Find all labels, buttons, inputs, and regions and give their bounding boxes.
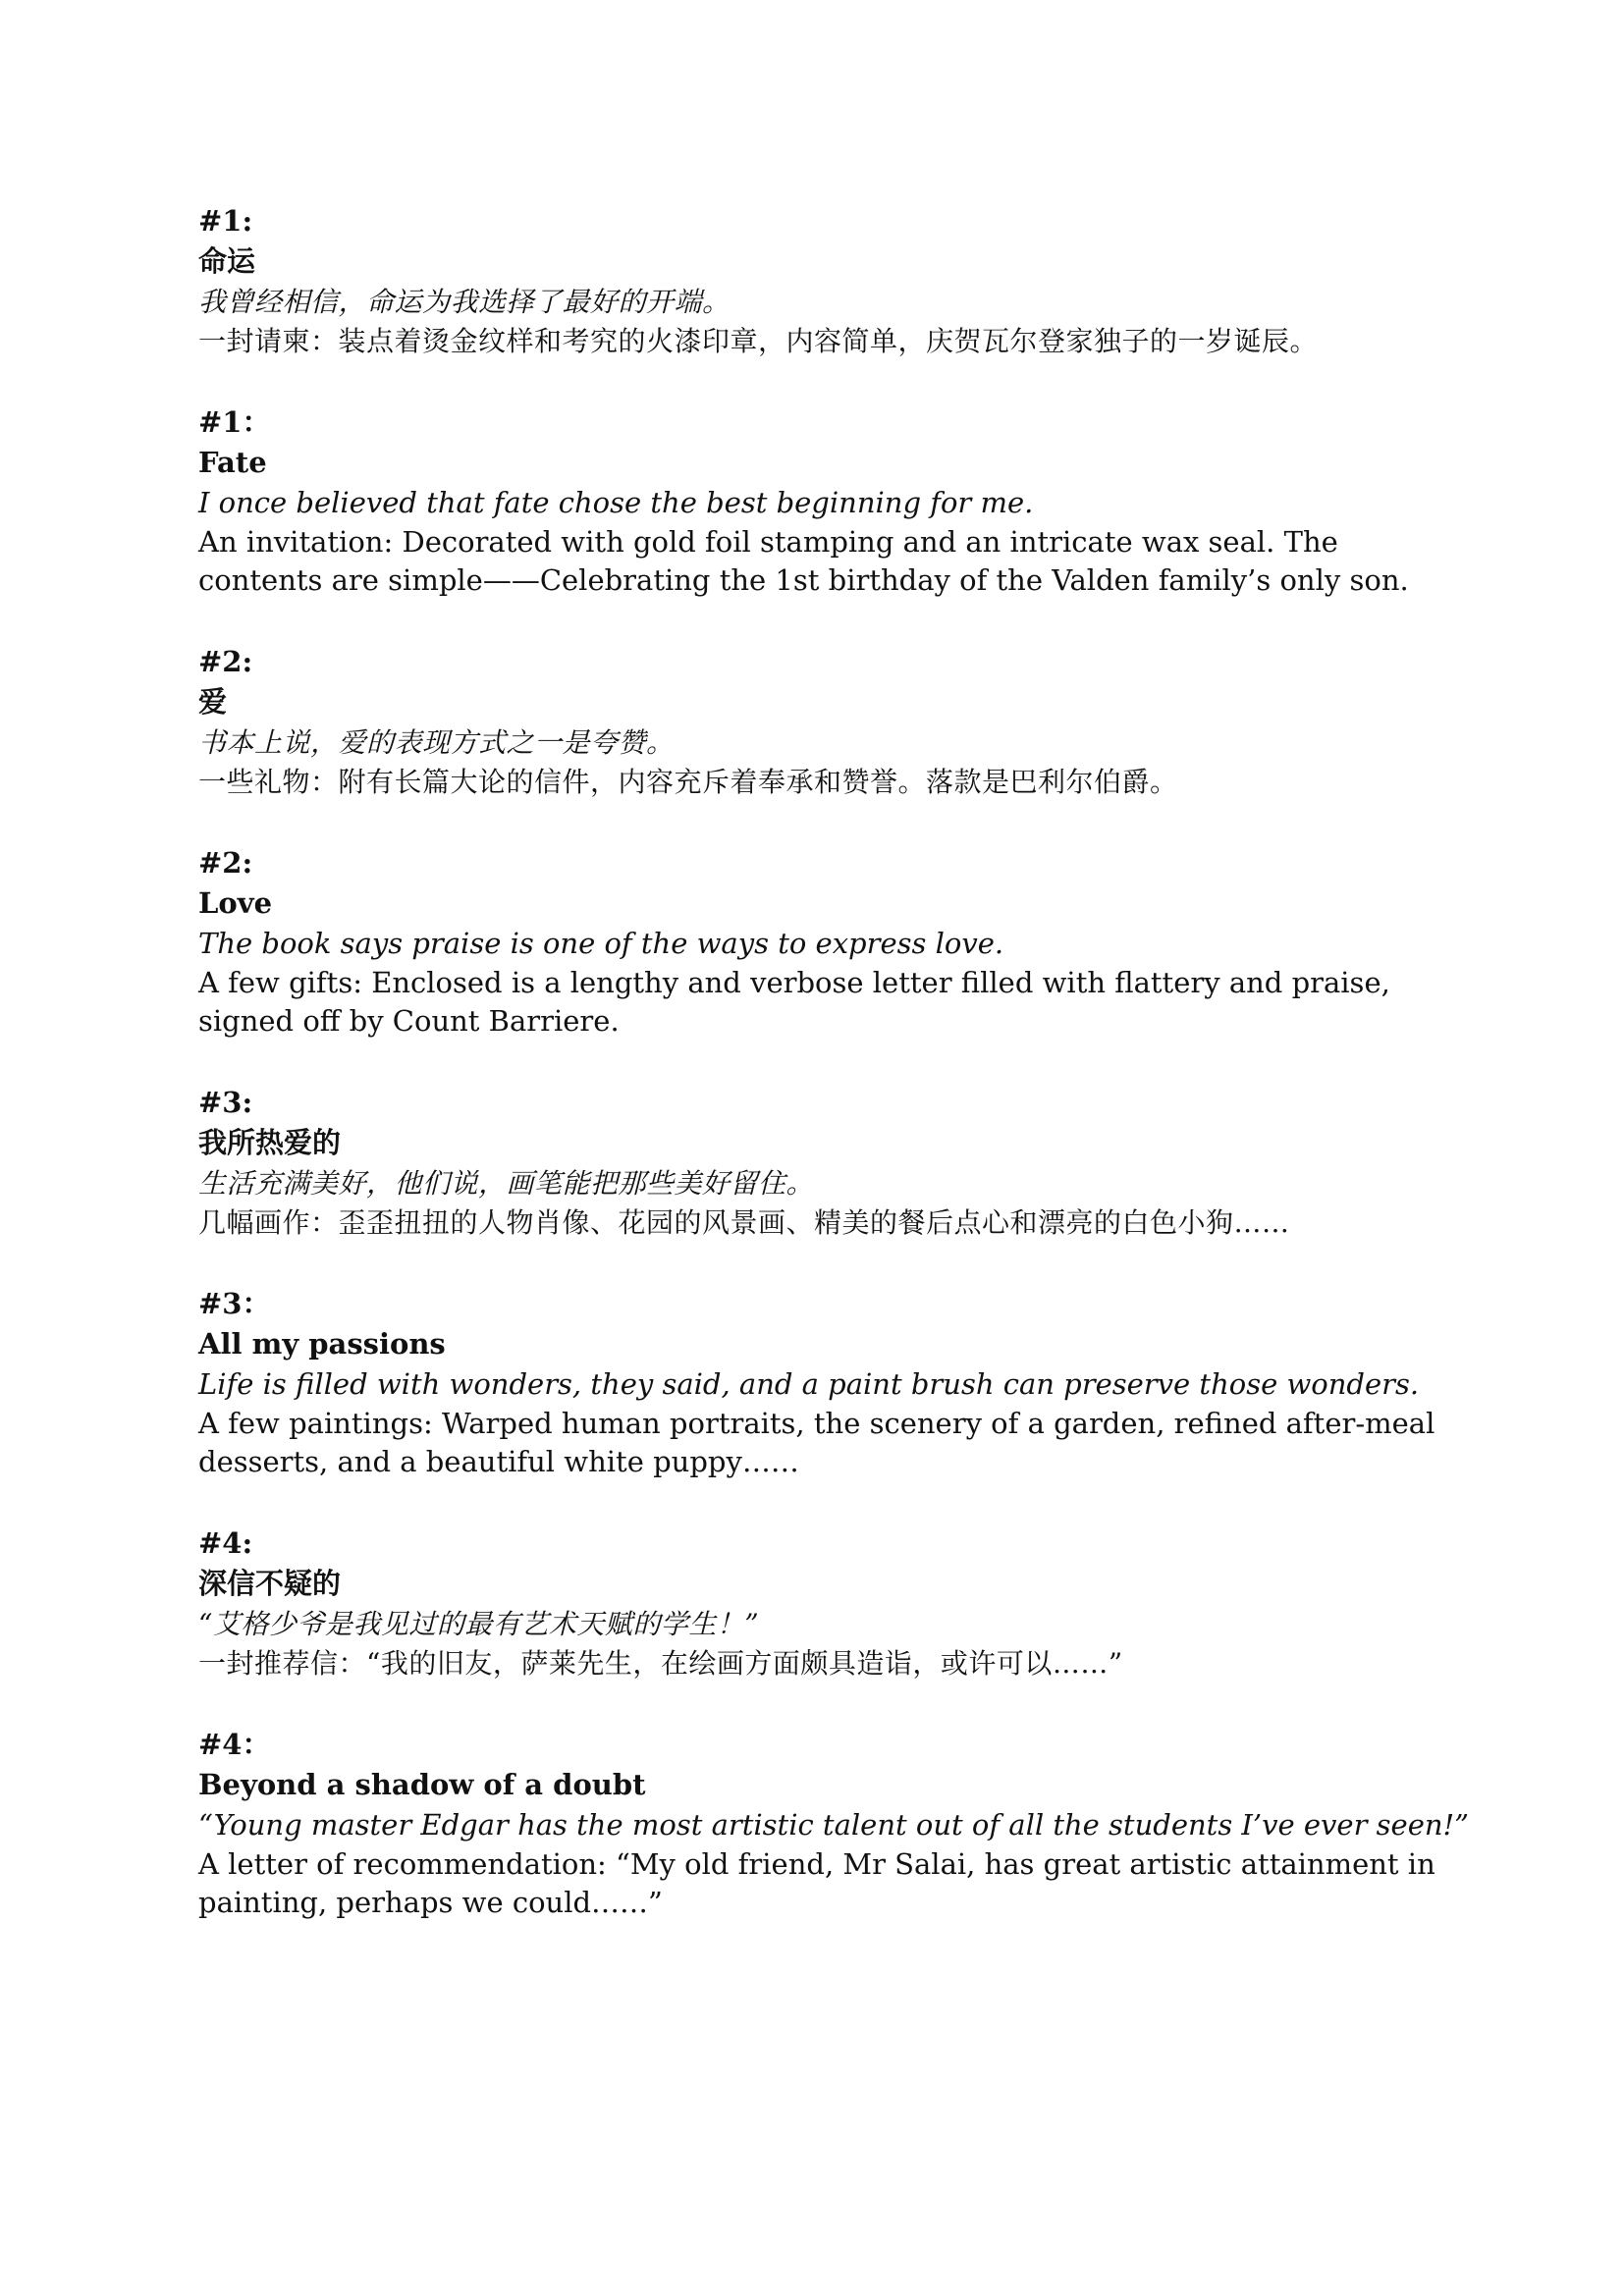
entry-title: 我所热爱的 [198, 1126, 342, 1159]
entry-description: 一些礼物：附有长篇大论的信件，内容充斥着奉承和赞誉。落款是巴利尔伯爵。 [198, 766, 1178, 798]
entry-title: 深信不疑的 [198, 1567, 342, 1600]
entry-title: 爱 [198, 685, 228, 719]
entry-description: A letter of recommendation: “My old friend, Mr Salai, has great artistic attainment in painting, perhaps we could……” [198, 1847, 1435, 1919]
entry-title: Beyond a shadow of a doubt [198, 1768, 646, 1801]
entry-quote: 生活充满美好，他们说，画笔能把那些美好留住。 [198, 1167, 815, 1200]
entry-description: A few gifts: Enclosed is a lengthy and verbose letter filled with flattery and praise, signed off by Count Barriere. [198, 966, 1390, 1038]
entry-3-english [198, 1284, 1475, 1481]
entry-title: All my passions [198, 1327, 446, 1361]
entry-quote: “艾格少爷是我见过的最有艺术天赋的学生！” [198, 1608, 760, 1640]
entry-4-chinese [198, 1523, 1475, 1682]
entry-title: Love [198, 886, 273, 920]
entry-quote: 我曾经相信，命运为我选择了最好的开端。 [198, 286, 731, 318]
entry-number: #1: [198, 204, 253, 238]
entry-quote: “Young master Edgar has the most artistic talent out of all the students I’ve ever seen!” [198, 1808, 1470, 1842]
entry-number: #4： [198, 1728, 271, 1761]
entry-number: #2: [198, 846, 253, 880]
entry-description: 几幅画作：歪歪扭扭的人物肖像、花园的风景画、精美的餐后点心和漂亮的白色小狗…… [198, 1206, 1290, 1239]
entry-number: #2: [198, 645, 253, 678]
entry-description: 一封请柬：装点着烫金纹样和考究的火漆印章，内容简单，庆贺瓦尔登家独子的一岁诞辰。 [198, 325, 1319, 357]
entry-quote: Life is filled with wonders, they said, and a paint brush can preserve those wonders. [198, 1367, 1420, 1401]
entry-description: An invitation: Decorated with gold foil stamping and an intricate wax seal. The contents are simple——Celebrating the 1st birthday of the Valden family’s only son. [198, 525, 1409, 597]
entry-description: 一封推荐信：“我的旧友，萨莱先生，在绘画方面颇具造诣，或许可以……” [198, 1647, 1123, 1680]
entry-number: #3: [198, 1086, 253, 1119]
entry-quote: The book says praise is one of the ways to express love. [198, 927, 1004, 960]
document-page [198, 201, 1475, 1964]
entry-number: #3： [198, 1287, 271, 1320]
entry-number: #1： [198, 405, 271, 439]
entry-4-english [198, 1725, 1475, 1922]
entry-1-chinese [198, 201, 1475, 360]
entry-description: A few paintings: Warped human portraits, the scenery of a garden, refined after-meal desserts, and a beautiful white puppy…… [198, 1407, 1435, 1478]
entry-2-chinese [198, 642, 1475, 801]
entry-number: #4: [198, 1526, 253, 1560]
entry-title: Fate [198, 446, 267, 479]
entry-quote: 书本上说，爱的表现方式之一是夸赞。 [198, 726, 675, 759]
entry-1-english [198, 402, 1475, 600]
entry-3-chinese [198, 1083, 1475, 1242]
entry-2-english [198, 843, 1475, 1041]
entry-quote: I once believed that fate chose the best beginning for me. [198, 486, 1034, 519]
entry-title: 命运 [198, 244, 256, 278]
